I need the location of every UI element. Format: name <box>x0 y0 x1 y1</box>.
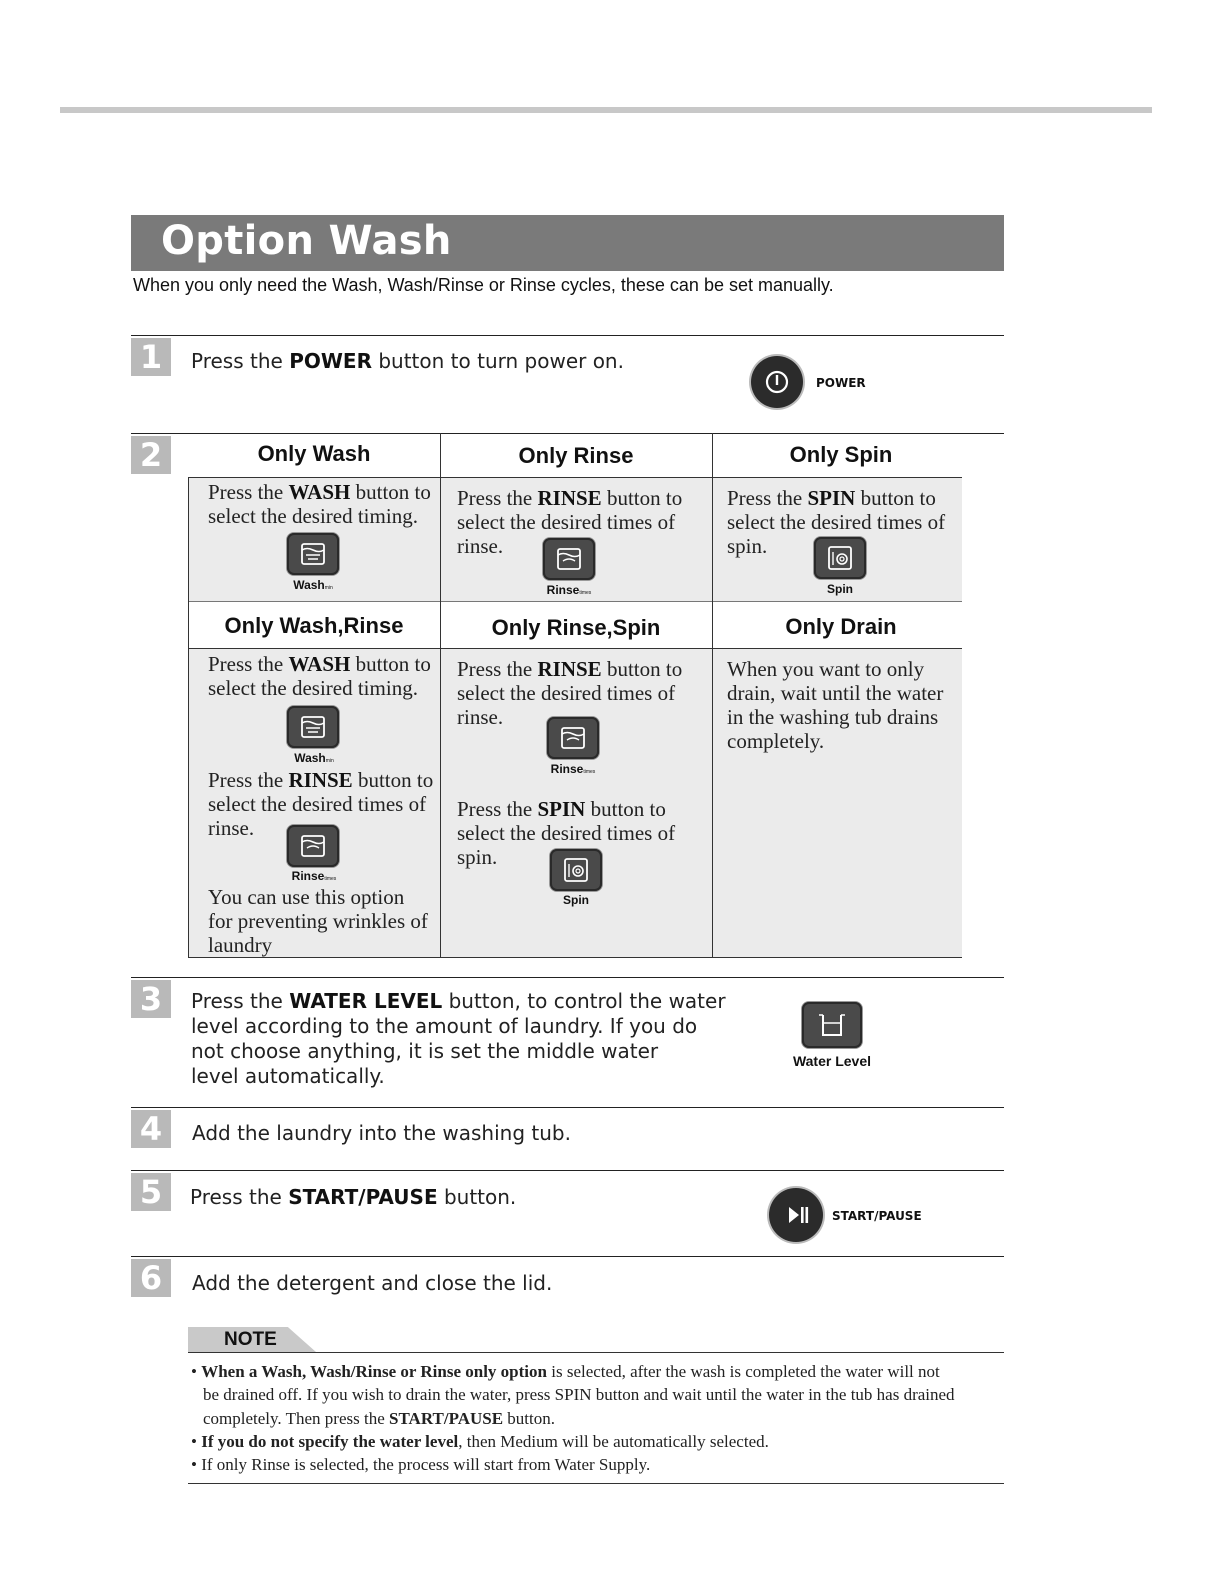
text-run <box>191 1407 991 1430</box>
power-icon <box>751 356 803 408</box>
step-4-text: Add the laundry into the washing tub. <box>192 1121 571 1145</box>
step-6-number: 6 <box>131 1259 171 1297</box>
wash-button[interactable] <box>287 706 339 748</box>
play-pause-icon <box>769 1188 823 1242</box>
text-run: select the desired times of <box>457 681 676 705</box>
text-run: RINSE <box>537 657 602 681</box>
grid-line <box>188 648 962 649</box>
start-pause-label: START/PAUSE <box>832 1209 922 1223</box>
power-button-label: POWER <box>816 376 866 390</box>
spin-button-label: Spin <box>827 582 853 596</box>
start-pause-button[interactable] <box>769 1188 823 1242</box>
rinse-button[interactable] <box>547 717 599 759</box>
text-run: SPIN <box>807 486 856 510</box>
text-run: WATER LEVEL <box>289 989 443 1013</box>
text-run: Rinse <box>550 762 584 776</box>
heading-only-wash-rinse: Only Wash,Rinse <box>224 613 404 638</box>
rinse-icon <box>543 538 595 580</box>
text-run: select the desired times of <box>457 821 676 845</box>
text-run: spin. <box>457 845 498 869</box>
text-run: select the desired times of <box>727 510 946 534</box>
step-2-divider <box>131 433 1004 434</box>
heading-only-rinse-spin: Only Rinse,Spin <box>491 615 661 640</box>
page-title: Option Wash <box>161 218 452 264</box>
text-run: button to <box>601 486 683 510</box>
text-run: button to <box>350 480 431 504</box>
text-run: • <box>191 1362 197 1381</box>
heading-only-spin: Only Spin <box>789 442 893 467</box>
grid-line <box>188 477 189 957</box>
text-run: rinse. <box>457 534 504 558</box>
text-run: If you do not specify the water level <box>201 1431 459 1451</box>
text-run: times <box>579 590 592 596</box>
text-run: START/PAUSE <box>288 1185 438 1209</box>
step-4-divider <box>131 1107 1004 1108</box>
wash-icon <box>287 533 339 575</box>
text-run: Press the <box>190 1185 289 1209</box>
text-run: Press the <box>208 480 289 504</box>
text-run: in the washing tub drains <box>727 705 939 729</box>
step-5-text <box>190 1185 516 1210</box>
text-run: Rinse <box>291 869 325 883</box>
text-run: completely. Then press the <box>203 1408 390 1428</box>
text-run: Press the <box>457 486 538 510</box>
text-run: When a Wash, Wash/Rinse or Rinse only option <box>201 1362 547 1381</box>
heading-only-wash: Only Wash <box>257 441 371 466</box>
text-run: Press the <box>457 657 538 681</box>
grid-line <box>188 957 962 958</box>
text-run: If only Rinse is selected, the process will start from Water Supply. <box>201 1455 651 1475</box>
text-run: min <box>325 758 334 764</box>
text-run: button. <box>437 1185 517 1209</box>
rinse-button[interactable] <box>543 538 595 580</box>
step-6-divider <box>131 1256 1004 1257</box>
grid-line <box>440 433 441 957</box>
text-run: SPIN <box>537 797 586 821</box>
water-level-icon <box>802 1002 862 1048</box>
text-run: Rinse <box>546 583 580 597</box>
power-button[interactable] <box>751 356 803 408</box>
step-5-divider <box>131 1170 1004 1171</box>
grid-line <box>188 477 962 478</box>
wash-button-label <box>253 578 373 592</box>
text-run: button. <box>503 1408 555 1428</box>
note-bullet-3 <box>191 1453 991 1476</box>
grid-line <box>712 433 713 957</box>
text-run: min <box>324 585 333 591</box>
text-run: RINSE <box>288 768 353 792</box>
title-banner <box>131 215 1004 271</box>
wash-icon <box>287 706 339 748</box>
grid-line <box>188 601 962 602</box>
text-run: Wash <box>294 751 326 765</box>
text-run: times <box>324 876 337 882</box>
heading-only-rinse: Only Rinse <box>518 443 634 468</box>
water-level-button[interactable] <box>802 1002 862 1048</box>
only-wash-rinse-text-c <box>208 885 428 957</box>
text-run: select the desired times of <box>457 510 676 534</box>
note-body <box>191 1360 991 1476</box>
step-3-text <box>191 989 726 1089</box>
text-run: completely. <box>727 729 825 753</box>
text-run: Wash <box>293 578 325 592</box>
spin-button-label: Spin <box>563 893 589 907</box>
wash-button-label <box>254 751 374 765</box>
step-1-divider <box>131 335 1004 336</box>
rinse-button[interactable] <box>287 825 339 867</box>
text-run: button to <box>352 768 434 792</box>
rinse-icon <box>287 825 339 867</box>
rinse-button-label <box>513 762 633 776</box>
text-run: spin. <box>727 534 768 558</box>
wash-button[interactable] <box>287 533 339 575</box>
note-bullet-1 <box>191 1360 991 1383</box>
text-run: START/PAUSE <box>389 1408 504 1428</box>
step-5-number: 5 <box>131 1173 171 1211</box>
heading-only-drain: Only Drain <box>785 614 897 639</box>
spin-icon <box>814 537 866 579</box>
step-1-number: 1 <box>131 338 171 376</box>
text-run: Press the <box>208 652 289 676</box>
text-run: Press the <box>727 486 808 510</box>
text-run: Press the <box>191 989 290 1013</box>
text-run: • <box>191 1431 197 1451</box>
text-run: not choose anything, it is set the middle water <box>191 1039 659 1063</box>
text-run: Press the <box>457 797 538 821</box>
text-run: , then Medium will be automatically selected. <box>458 1431 769 1451</box>
text-run: WASH <box>288 480 351 504</box>
text-run: be drained off. If you wish to drain the water, press SPIN button and wait until the water in the tub has drained <box>203 1385 955 1405</box>
text-run: WASH <box>288 652 351 676</box>
text-run: level according to the amount of laundry. If you do <box>191 1014 698 1038</box>
text-run: Press the <box>208 768 289 792</box>
step-1-pre: Press the <box>191 349 290 373</box>
text-run: RINSE <box>537 486 602 510</box>
only-drain-text <box>727 657 943 753</box>
note-bottom-rule <box>188 1483 1004 1484</box>
spin-icon <box>550 849 602 891</box>
text-run: button to <box>585 797 666 821</box>
text-run: When you want to only <box>727 657 925 681</box>
top-divider-bar <box>60 107 1152 113</box>
text-run: laundry <box>208 933 273 957</box>
step-1-post: button to turn power on. <box>371 349 624 373</box>
rinse-button-label <box>254 869 374 883</box>
note-label: NOTE <box>224 1329 277 1350</box>
rinse-icon <box>547 717 599 759</box>
text-run: select the desired timing. <box>208 504 418 528</box>
step-6-text: Add the detergent and close the lid. <box>192 1271 553 1295</box>
note-bullet-2 <box>191 1430 991 1453</box>
step-1-text <box>191 349 624 374</box>
text-run: for preventing wrinkles of <box>208 909 428 933</box>
water-level-label: Water Level <box>792 1053 872 1069</box>
text-run: • <box>191 1455 197 1475</box>
step-4-number: 4 <box>131 1110 171 1148</box>
text-run: select the desired times of <box>208 792 427 816</box>
text-run: button, to control the water <box>442 989 726 1013</box>
only-wash-rinse-text-a <box>208 652 431 700</box>
text-run: level automatically. <box>191 1064 385 1088</box>
text-run: You can use this option <box>208 885 405 909</box>
page-subtitle: When you only need the Wash, Wash/Rinse or Rinse cycles, these can be set manually. <box>133 275 834 295</box>
text-run: is selected, after the wash is completed the water will not <box>546 1362 940 1381</box>
rinse-button-label <box>509 583 629 597</box>
text-run: select the desired timing. <box>208 676 418 700</box>
spin-button[interactable] <box>814 537 866 579</box>
text-run: button to <box>350 652 431 676</box>
text-run: rinse. <box>457 705 504 729</box>
text-run: rinse. <box>208 816 255 840</box>
text-run: button to <box>855 486 936 510</box>
text-run: button to <box>601 657 683 681</box>
step-3-number: 3 <box>131 980 171 1018</box>
spin-button[interactable] <box>550 849 602 891</box>
note-top-rule <box>188 1352 1004 1353</box>
text-run: times <box>583 769 596 775</box>
text-run: drain, wait until the water <box>727 681 944 705</box>
only-wash-text <box>208 480 431 528</box>
step-1-bold: POWER <box>289 349 372 373</box>
step-2-number: 2 <box>131 436 171 474</box>
step-3-divider <box>131 977 1004 978</box>
